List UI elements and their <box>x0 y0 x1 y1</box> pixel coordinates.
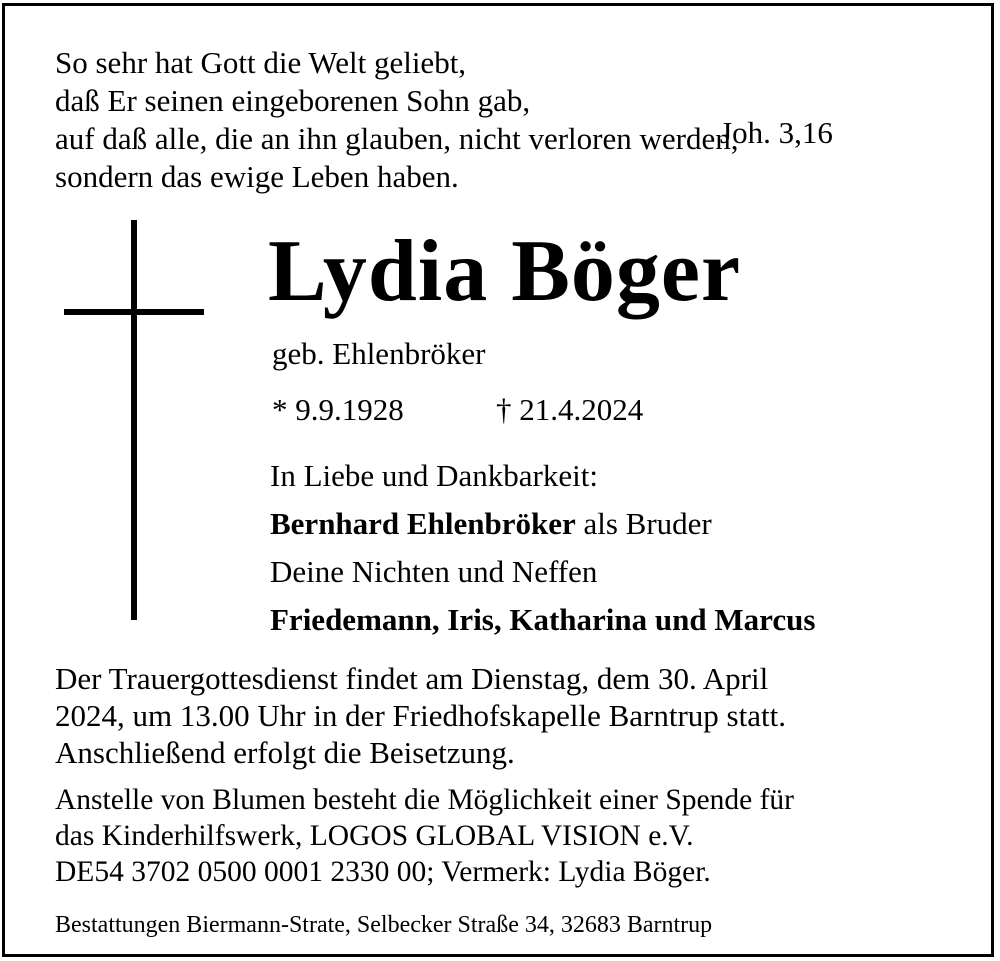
birth-date: * 9.9.1928 <box>272 392 404 427</box>
verse-line: sondern das ewige Leben haben. <box>55 159 459 194</box>
mourner-nieces-nephews: Deine Nichten und Neffen <box>270 554 598 589</box>
brother-name: Bernhard Ehlenbröker <box>270 506 576 541</box>
donation-line: Anstelle von Blumen besteht die Möglichkeit einer Spende für <box>55 784 794 816</box>
death-date: † 21.4.2024 <box>496 392 644 427</box>
donation-line: DE54 3702 0500 0001 2330 00; Vermerk: Lydia Böger. <box>55 856 711 888</box>
verse-line: daß Er seinen eingeborenen Sohn gab, <box>55 83 531 118</box>
verse-line: So sehr hat Gott die Welt geliebt, <box>55 45 467 80</box>
verse-reference: Joh. 3,16 <box>720 115 833 150</box>
brother-relation: als Bruder <box>575 506 712 541</box>
mourners-block <box>270 452 815 644</box>
mourner-brother <box>270 500 815 548</box>
verse-line: auf daß alle, die an ihn glauben, nicht verloren werden, <box>55 121 739 156</box>
undertaker-info: Bestattungen Biermann-Strate, Selbecker Straße 34, 32683 Barntrup <box>55 912 713 938</box>
service-info <box>55 660 955 771</box>
service-line: Anschließend erfolgt die Beisetzung. <box>55 735 515 770</box>
cross-horizontal-bar <box>64 309 204 315</box>
cross-vertical-bar <box>131 220 137 620</box>
service-line: 2024, um 13.00 Uhr in der Friedhofskapelle Barntrup statt. <box>55 698 786 733</box>
service-line: Der Trauergottesdienst findet am Dienstag, dem 30. April <box>55 661 769 696</box>
mourner-names: Friedemann, Iris, Katharina und Marcus <box>270 602 816 637</box>
maiden-name: geb. Ehlenbröker <box>272 336 486 371</box>
donation-line: das Kinderhilfswerk, LOGOS GLOBAL VISION e.V. <box>55 820 694 852</box>
donation-info <box>55 782 955 890</box>
mourners-intro: In Liebe und Dankbarkeit: <box>270 458 598 493</box>
deceased-name: Lydia Böger <box>268 223 742 320</box>
